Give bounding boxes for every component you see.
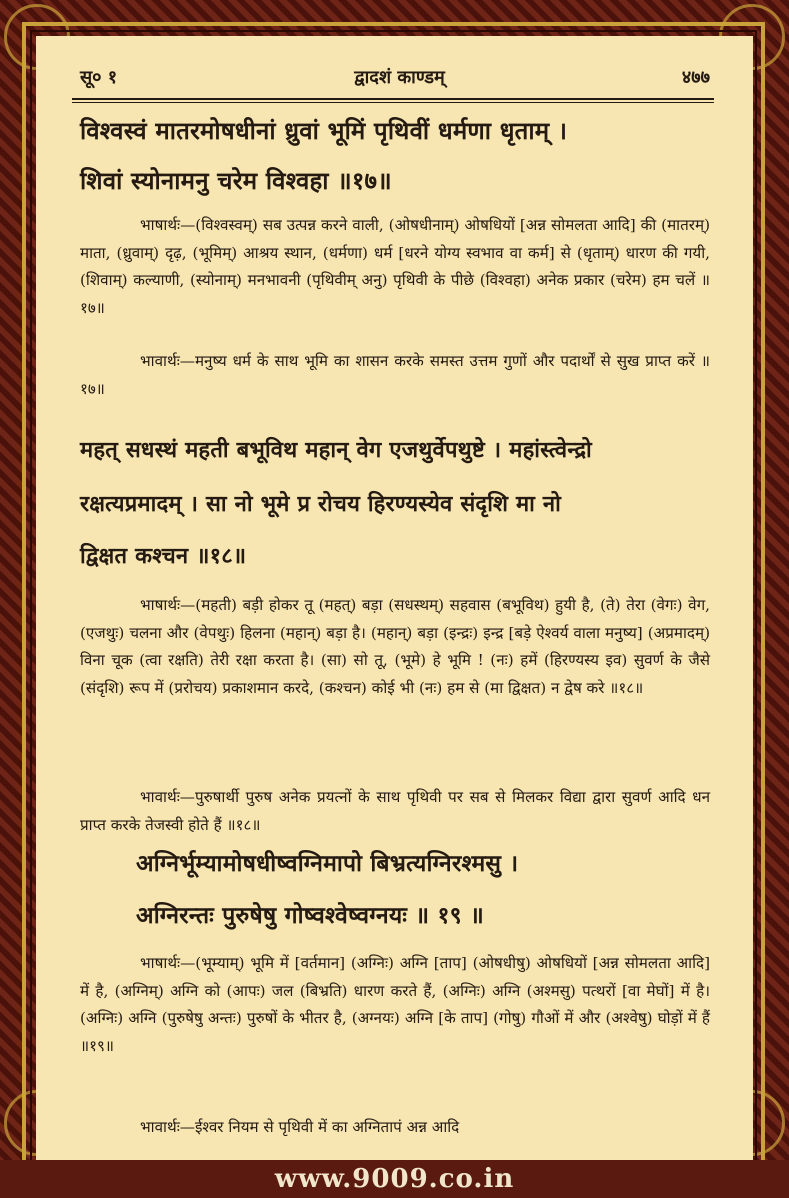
header-rule [72,98,714,100]
verse-17-line-1: विश्वस्वं मातरमोषधीनां ध्रुवां भूमिं पृथिवीं धर्मणा धृताम् । [80,116,568,145]
page-number: ४७७ [681,67,710,88]
sukta-number: सू० १ [80,67,118,88]
footer [0,1160,789,1198]
verse-17-line-2: शिवां स्योनामनु चरेम विश्वहा ॥१७॥ [80,166,392,195]
website-link[interactable]: www.9009.co.in [274,1164,515,1194]
translation-19: भाषार्थः—(भूम्याम्) भूमि में [वर्तमान] (अग्निः) अग्नि [ताप] (ओषधीषु) ओषधियों [अन्न सोमलता आदि] में है, (अग्निम्) अग्नि को (आपः) जल (बिभ्रति) धारण करते हैं, (अग्निः) अग्नि (अश्मसु) पत्थरों [वा मेघों] में है। (अग्निः) अग्नि (पुरुषेषु अन्तः) पुरुषों के भीतर है, (अग्नयः) अग्नि [के ताप] (गोषु) गौओं में और (अश्वेषु) घोड़ों में हैं ॥१९॥ [80,954,710,1055]
purport-19: भावार्थः—ईश्वर नियम से पृथिवी में का अग्नितापं अन्न आदि [140,1118,460,1136]
header-rule-thin [72,102,714,103]
kanda-title: द्वादशं काण्डम् [354,67,445,88]
page [36,36,753,1164]
verse-19-line-1: अग्निर्भूम्यामोषधीष्वग्निमापो बिभ्रत्यग्निरश्मसु । [136,850,519,877]
translation-18: भाषार्थः—(महती) बड़ी होकर तू (महत्) बड़ा (सधस्थम्) सहवास (बभूविथ) हुयी है, (ते) तेरा (वेगः) वेग, (एजथुः) चलना और (वेपथुः) हिलना (महान्) बड़ा है। (महान्) बड़ा (इन्द्रः) इन्द्र [बड़े ऐश्वर्य वाला मनुष्य] (अप्रमादम्) विना चूक (त्वा रक्षति) तेरी रक्षा करता है। (सा) सो तू, (भूमे) हे भूमि ! (नः) हमें (हिरण्यस्य इव) सुवर्ण के जैसे (संदृशि) रूप में (प्ररोचय) प्रकाशमान करदे, (कश्चन) कोई भी (नः) हम से (मा द्विक्षत) न द्वेष करे ॥१८॥ [80,596,710,697]
purport-18: भावार्थः—पुरुषार्थी पुरुष अनेक प्रयत्नों के साथ पृथिवी पर सब से मिलकर विद्या द्वारा सुवर्ण आदि धन प्राप्त करके तेजस्वी होते हैं ॥१८॥ [80,788,710,834]
purport-17: भावार्थः—मनुष्य धर्म के साथ भूमि का शासन करके समस्त उत्तम गुणों और पदार्थों से सुख प्राप्त करें ॥१७॥ [80,352,710,398]
verse-18-line-3: द्विक्षत कश्चन ॥१८॥ [80,543,247,569]
verse-18-line-2: रक्षत्यप्रमादम् । सा नो भूमे प्र रोचय हिरण्यस्येव संदृशि मा नो [80,491,562,517]
verse-18-line-1: महत् सधस्थं महती बभूविथ महान् वेग एजथुर्वेपथुष्टे । महांस्त्वेन्द्रो [80,437,592,463]
verse-19-line-2: अग्निरन्तः पुरुषेषु गोष्वश्वेष्वग्नयः ॥ १९ ॥ [136,902,484,929]
page-header [80,60,710,94]
translation-17: भाषार्थः—(विश्वस्वम्) सब उत्पन्न करने वाली, (ओषधीनाम्) ओषधियों [अन्न सोमलता आदि] की (मातरम्) माता, (ध्रुवाम्) दृढ़, (भूमिम्) आश्रय स्थान, (धर्मणा) धर्म [धरने योग्य स्वभाव वा कर्म] से (धृताम्) धारण की गयी, (शिवाम्) कल्याणी, (स्योनाम्) मनभावनी (पृथिवीम् अनु) पृथिवी के पीछे (विश्वहा) अनेक प्रकार (चरेम) हम चलें ॥१७॥ [80,216,710,317]
